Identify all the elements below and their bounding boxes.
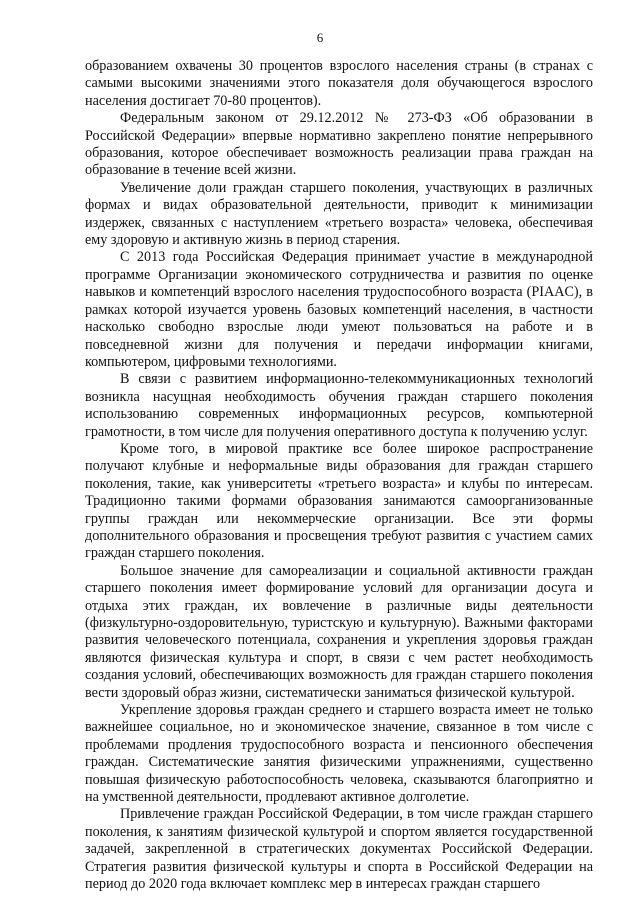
paragraph-8: Укрепление здоровья граждан среднего и старшего возраста имеет не только важнейшее социальное, но и экономическое значение, связанное в том числе с проблемами продления трудоспособного возраста и пенсионного обеспечения граждан. Систематические занятия физическими упражнениями, существенно повышая физическую работоспособность человека, сказываются благоприятно и на умственной деятельности, продлевают активное долголетие. [85,702,593,806]
page-number: 6 [316,30,324,45]
paragraph-6: Кроме того, в мировой практике все более широкое распространение получают клубные и неформальные виды образования для граждан старшего поколения, такие, как университеты «третьего возраста» и клубы по интересам. Традиционно такими формами образования занимаются самоорганизованные группы граждан или некоммерческие организации. Все эти формы дополнительного образования и просвещения требуют развития с участием самих граждан старшего поколения. [85,440,593,562]
paragraph-1: образованием охвачены 30 процентов взрослого населения страны (в странах с самыми высокими значениями этого показателя доля обучающегося взрослого населения достигает 70-80 процентов). [85,58,593,109]
paragraph-3: Увеличение доли граждан старшего поколения, участвующих в различных формах и видах образовательной деятельности, приводит к минимизации издержек, связанных с наступлением «третьего возраста» человека, обеспечивая ему здоровую и активную жизнь в период старения. [85,179,593,249]
paragraph-2: Федеральным законом от 29.12.2012 № 273-ФЗ «Об образовании в Российской Федерации» впервые нормативно закреплено понятие непрерывного образования, которое обеспечивает возможность реализации права граждан на образование в течение всей жизни. [85,110,593,179]
paragraph-7: Большое значение для самореализации и социальной активности граждан старшего поколения имеет формирование условий для организации досуга и отдыха этих граждан, их вовлечение в различные виды деятельности (физкультурно-оздоровительную, туристскую и культурную). Важными факторами развития человеческого потенциала, сохранения и укрепления здоровья граждан являются физическая культура и спорт, в связи с чем растет необходимость создания условий, обеспечивающих возможность для граждан старшего поколения вести здоровый образ жизни, систематически заниматься физической культурой. [85,562,593,701]
paragraph-4: С 2013 года Российская Федерация принимает участие в международной программе Организации экономического сотрудничества и развития по оценке навыков и компетенций взрослого населения трудоспособного возраста (PIAAC), в рамках которой изучается уровень базовых компетенций населения, в частности насколько свободно взрослые люди умеют пользоваться на работе и в повседневной жизни для получения и передачи информации книгами, компьютером, цифровыми технологиями. [85,249,593,370]
body-text [85,58,593,894]
paragraph-5: В связи с развитием информационно-телекоммуникационных технологий возникла насущная необходимость обучения граждан старшего поколения использованию современных информационных ресурсов, компьютерной грамотности, в том числе для получения оперативного доступа к получению услуг. [85,371,593,440]
paragraph-9: Привлечение граждан Российской Федерации, в том числе граждан старшего поколения, к занятиям физической культурой и спортом является государственной задачей, закрепленной в стратегических документах Российской Федерации. Стратегия развития физической культуры и спорта в Российской Федерации на период до 2020 года включает комплекс мер в интересах граждан старшего [85,806,593,893]
